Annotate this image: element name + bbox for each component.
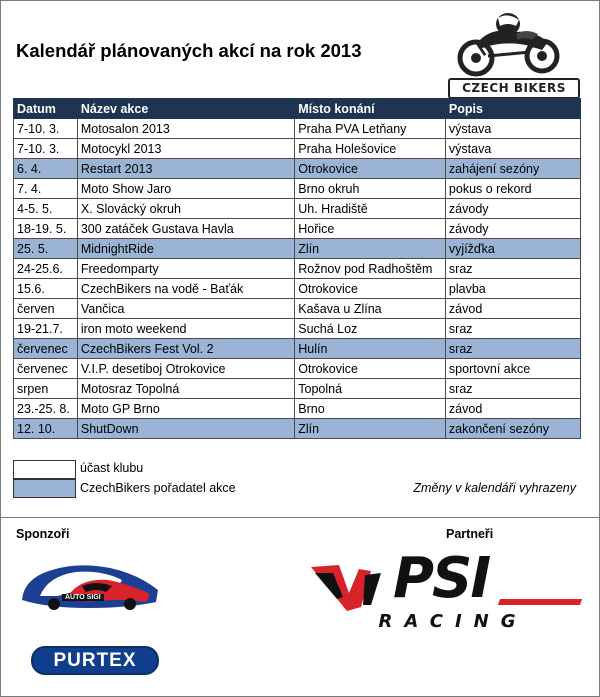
cell-date: 23.-25. 8. — [14, 399, 78, 419]
cell-place: Praha Holešovice — [295, 139, 446, 159]
cell-place: Brno okruh — [295, 179, 446, 199]
auto-sigi-logo — [18, 556, 164, 614]
table-row — [14, 339, 581, 359]
cell-event-name: Moto Show Jaro — [77, 179, 294, 199]
table-header-row — [14, 99, 581, 119]
cell-date: 7. 4. — [14, 179, 78, 199]
cell-event-name: iron moto weekend — [77, 319, 294, 339]
cell-description: sraz — [445, 259, 580, 279]
partners-label: Partneři — [446, 527, 494, 541]
table-row — [14, 379, 581, 399]
cell-date: 4-5. 5. — [14, 199, 78, 219]
header-description: Popis — [445, 99, 580, 119]
section-divider — [0, 517, 600, 518]
cell-event-name: ShutDown — [77, 419, 294, 439]
cell-event-name: Motocykl 2013 — [77, 139, 294, 159]
cell-description: sportovní akce — [445, 359, 580, 379]
cell-event-name: Restart 2013 — [77, 159, 294, 179]
cell-description: sraz — [445, 319, 580, 339]
cell-place: Zlín — [295, 239, 446, 259]
cell-place: Praha PVA Letňany — [295, 119, 446, 139]
cell-date: 25. 5. — [14, 239, 78, 259]
cell-event-name: CzechBikers Fest Vol. 2 — [77, 339, 294, 359]
cell-event-name: Freedomparty — [77, 259, 294, 279]
cell-description: sraz — [445, 379, 580, 399]
auto-sigi-logo-text: AUTO SIGI — [62, 594, 104, 601]
cell-date: srpen — [14, 379, 78, 399]
cell-event-name: Motosalon 2013 — [77, 119, 294, 139]
header-date: Datum — [14, 99, 78, 119]
cell-place: Hulín — [295, 339, 446, 359]
table-row — [14, 259, 581, 279]
cell-description: pokus o rekord — [445, 179, 580, 199]
cell-date: 24-25.6. — [14, 259, 78, 279]
purtex-logo — [31, 646, 159, 675]
cell-event-name: MidnightRide — [77, 239, 294, 259]
cell-event-name: Moto GP Brno — [77, 399, 294, 419]
cell-date: 7-10. 3. — [14, 139, 78, 159]
legend-swatch-club — [13, 460, 76, 479]
table-row — [14, 219, 581, 239]
cell-place: Kašava u Zlína — [295, 299, 446, 319]
psi-racing-logo — [309, 546, 585, 635]
table-row — [14, 279, 581, 299]
cell-place: Otrokovice — [295, 279, 446, 299]
cell-event-name: Motosraz Topolná — [77, 379, 294, 399]
legend-label-organizer: CzechBikers pořadatel akce — [80, 481, 236, 495]
cell-description: výstava — [445, 119, 580, 139]
events-table — [13, 98, 581, 439]
cell-description: závody — [445, 199, 580, 219]
table-row — [14, 359, 581, 379]
motorcycle-rider-icon — [446, 4, 580, 80]
cell-date: 19-21.7. — [14, 319, 78, 339]
table-row — [14, 159, 581, 179]
cell-place: Otrokovice — [295, 359, 446, 379]
cell-description: zahájení sezóny — [445, 159, 580, 179]
cell-event-name: Vančica — [77, 299, 294, 319]
cell-description: závody — [445, 219, 580, 239]
psi-logo-text: PSI — [393, 546, 490, 611]
page-title: Kalendář plánovaných akcí na rok 2013 — [16, 40, 362, 61]
cell-event-name: 300 zatáček Gustava Havla — [77, 219, 294, 239]
header-event-name: Název akce — [77, 99, 294, 119]
cell-date: červen — [14, 299, 78, 319]
legend-swatch-organizer — [13, 479, 76, 498]
changes-note: Změny v kalendáři vyhrazeny — [413, 481, 576, 495]
cell-description: zakončení sezóny — [445, 419, 580, 439]
table-row — [14, 179, 581, 199]
cell-place: Rožnov pod Radhoštěm — [295, 259, 446, 279]
table-row — [14, 139, 581, 159]
table-row — [14, 199, 581, 219]
table-row — [14, 239, 581, 259]
cell-description: závod — [445, 299, 580, 319]
cell-place: Hořice — [295, 219, 446, 239]
sponsors-label: Sponzoři — [16, 527, 70, 541]
cell-description: plavba — [445, 279, 580, 299]
cell-place: Brno — [295, 399, 446, 419]
cell-description: závod — [445, 399, 580, 419]
cell-date: červenec — [14, 339, 78, 359]
cell-date: 15.6. — [14, 279, 78, 299]
cell-date: 7-10. 3. — [14, 119, 78, 139]
cell-description: sraz — [445, 339, 580, 359]
cell-date: červenec — [14, 359, 78, 379]
cell-place: Uh. Hradiště — [295, 199, 446, 219]
cell-place: Otrokovice — [295, 159, 446, 179]
table-row — [14, 319, 581, 339]
psi-logo-underline — [498, 599, 582, 605]
table-row — [14, 399, 581, 419]
cell-place: Zlín — [295, 419, 446, 439]
cell-place: Topolná — [295, 379, 446, 399]
logo-text: CZECH BIKERS — [448, 78, 580, 99]
czech-bikers-logo — [446, 4, 580, 96]
table-row — [14, 299, 581, 319]
cell-event-name: CzechBikers na vodě - Baťák — [77, 279, 294, 299]
table-row — [14, 119, 581, 139]
legend-label-club: účast klubu — [80, 461, 144, 475]
cell-date: 18-19. 5. — [14, 219, 78, 239]
cell-description: vyjížďka — [445, 239, 580, 259]
cell-place: Suchá Loz — [295, 319, 446, 339]
cell-date: 6. 4. — [14, 159, 78, 179]
psi-logo-subtext: RACING — [378, 611, 528, 632]
header-place: Místo konání — [295, 99, 446, 119]
cell-description: výstava — [445, 139, 580, 159]
race-car-icon — [18, 556, 164, 614]
cell-event-name: V.I.P. desetiboj Otrokovice — [77, 359, 294, 379]
cell-event-name: X. Slovácký okruh — [77, 199, 294, 219]
table-row — [14, 419, 581, 439]
purtex-logo-text: PURTEX — [53, 650, 137, 671]
cell-date: 12. 10. — [14, 419, 78, 439]
